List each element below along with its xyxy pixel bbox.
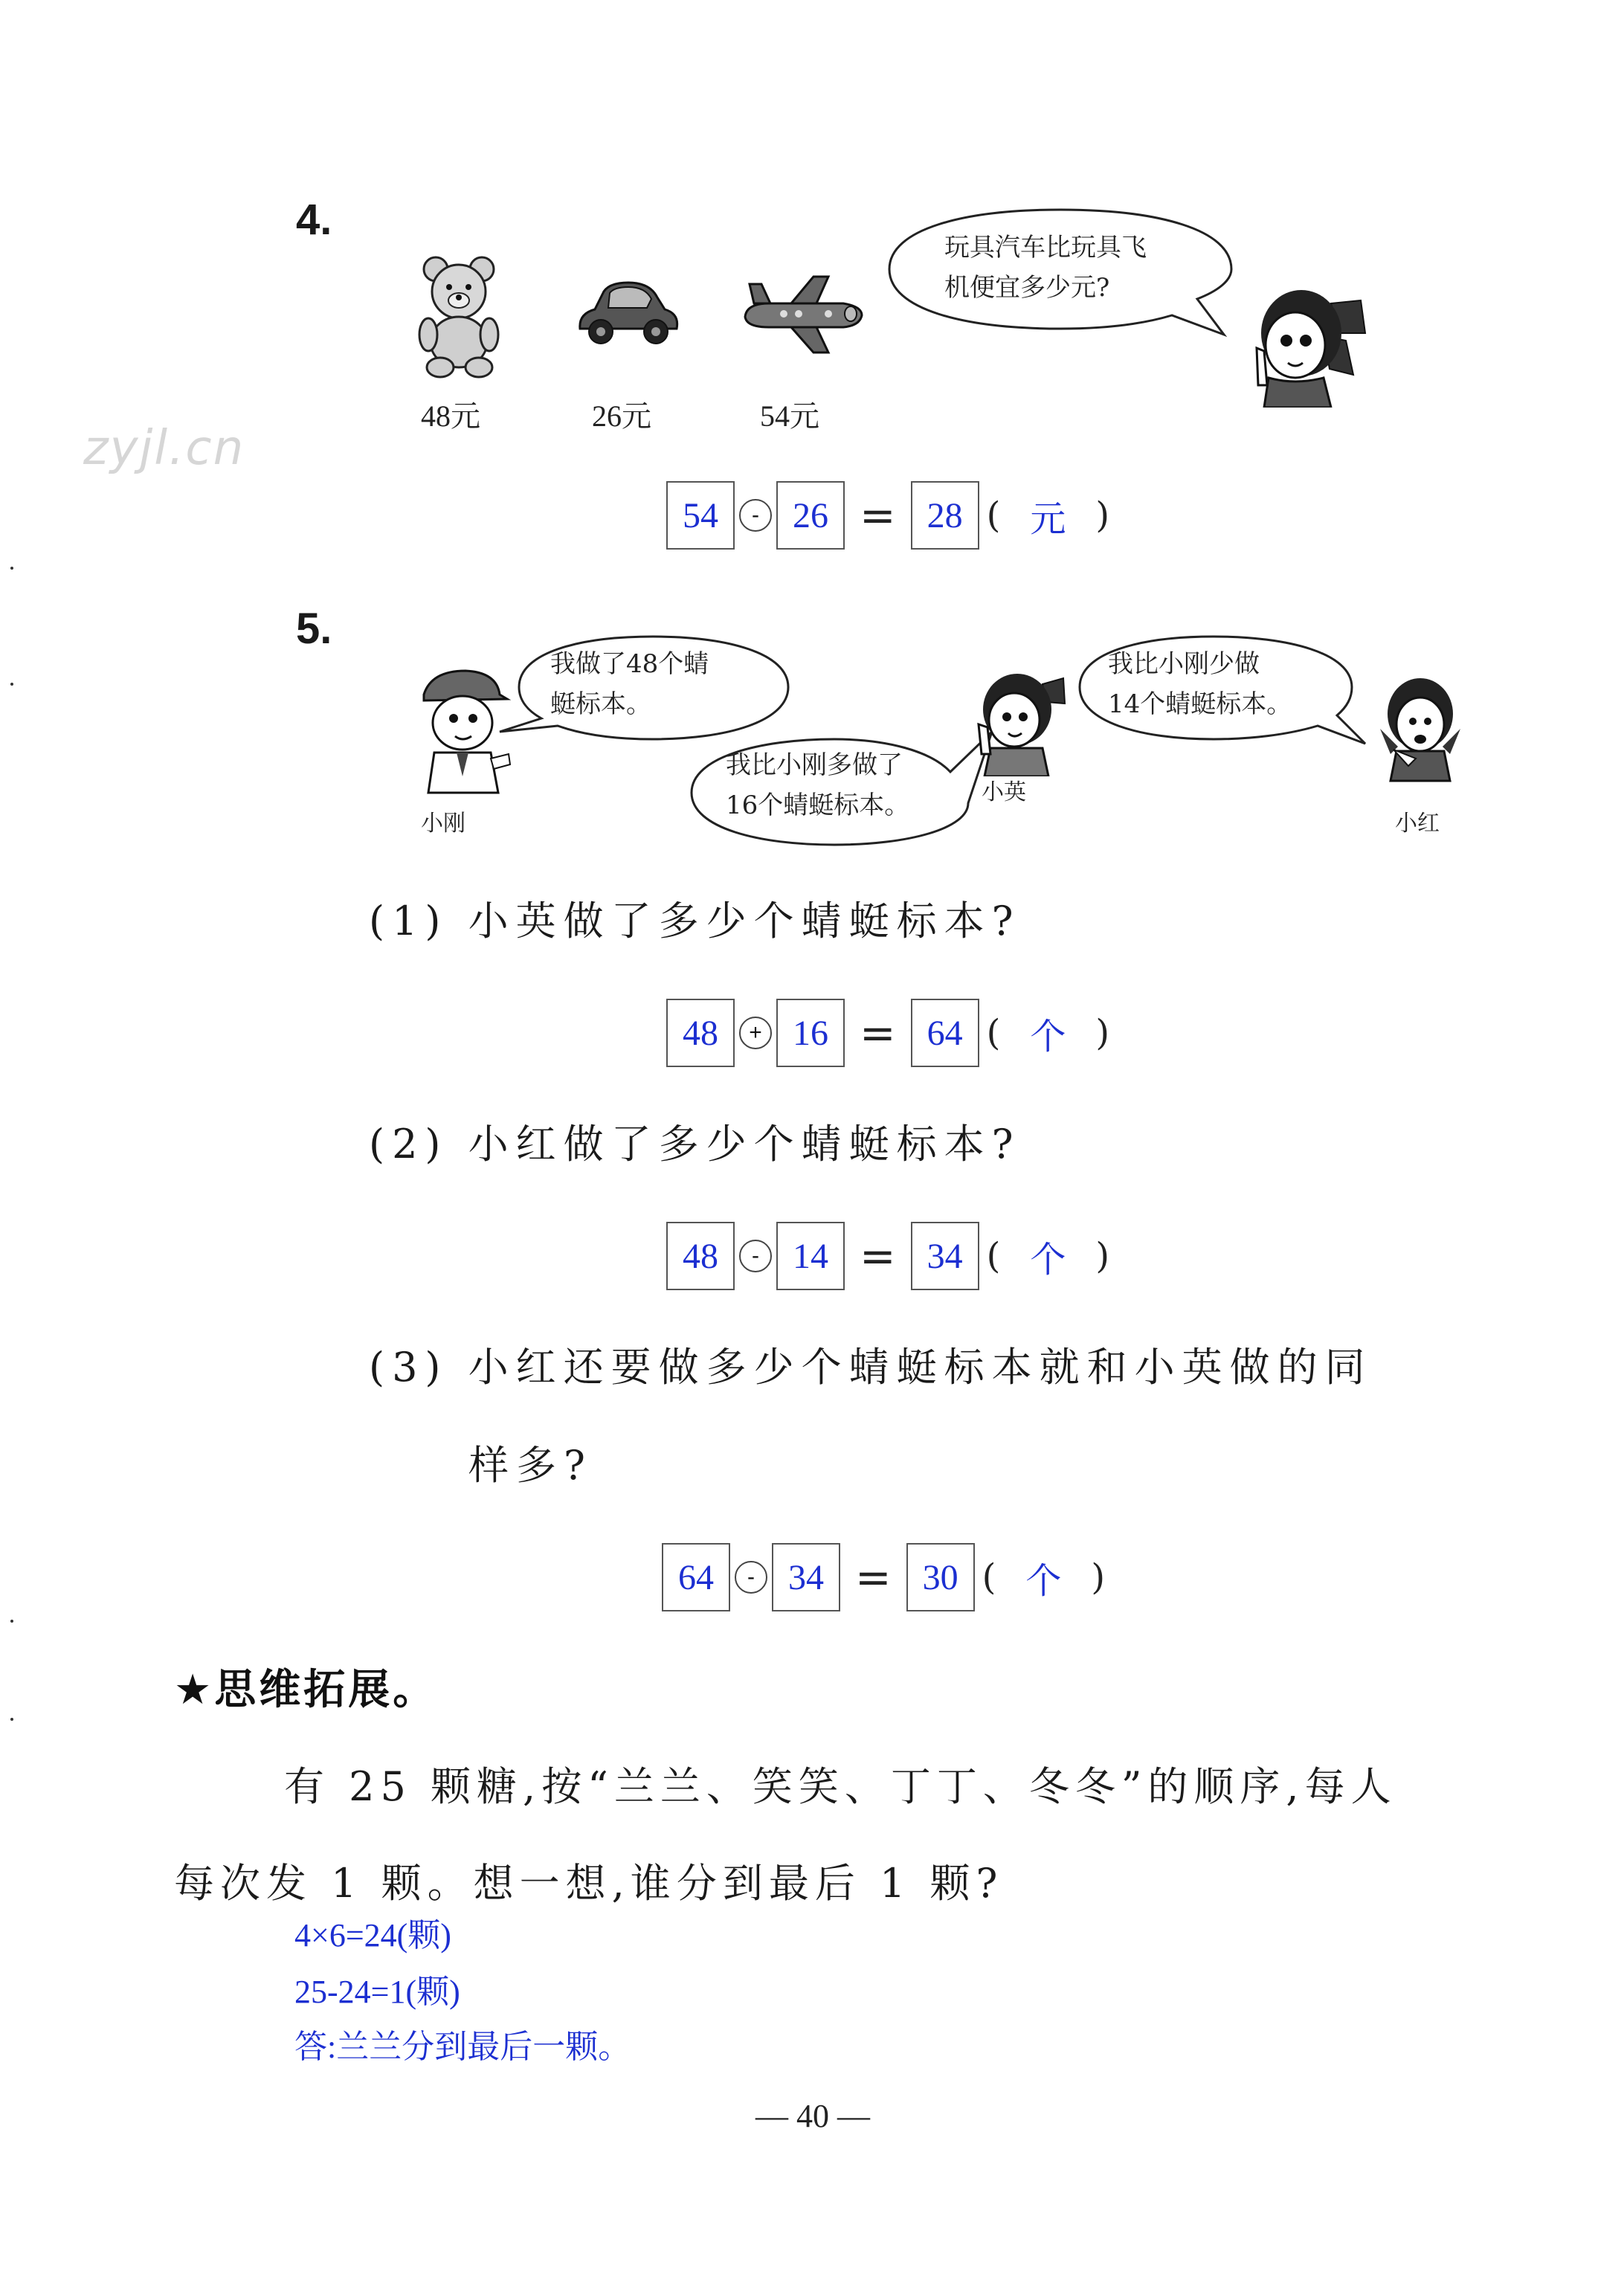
answer-equation — [666, 998, 1109, 1068]
page-number: — 40 — — [755, 2098, 870, 2134]
operator-circle[interactable]: - — [735, 1561, 767, 1594]
sub-question-continued: 样多? — [468, 1442, 593, 1489]
unit-bracket — [987, 1231, 1109, 1282]
speech-line: 我比小刚多做了 — [726, 750, 903, 780]
open-paren: ( — [986, 495, 1001, 536]
speech-line: 蜓标本。 — [550, 689, 651, 719]
margin-dot — [10, 567, 13, 570]
answer-box[interactable]: 14 — [776, 1222, 845, 1290]
equals-sign: = — [860, 490, 896, 541]
answer-box[interactable]: 64 — [911, 999, 979, 1067]
close-paren: ) — [1095, 1235, 1110, 1277]
unit-bracket — [987, 490, 1109, 541]
girl-xiaoying-icon — [971, 665, 1068, 776]
answer-box[interactable]: 28 — [911, 481, 979, 550]
watermark: zyjl.cn — [83, 421, 245, 476]
problem-text-line: 每次发 1 颗。想一想,谁分到最后 1 颗? — [174, 1860, 1004, 1907]
equals-sign: = — [860, 1008, 896, 1058]
answer-box[interactable]: 34 — [911, 1222, 979, 1290]
speech-bubble-text — [550, 644, 788, 724]
problem-text-line: 有 25 颗糖,按“兰兰、笑笑、丁丁、冬冬”的顺序,每人 — [284, 1763, 1397, 1810]
open-paren: ( — [982, 1556, 996, 1598]
answer-box[interactable]: 16 — [776, 999, 845, 1067]
answer-box[interactable]: 64 — [662, 1543, 730, 1611]
question-4-number: 4. — [296, 196, 332, 244]
speech-bubble-text — [944, 228, 1227, 308]
open-paren: ( — [986, 1012, 1001, 1054]
answer-box[interactable]: 34 — [772, 1543, 840, 1611]
section-title: ★思维拓展。 — [174, 1666, 438, 1714]
answer-line: 25-24=1(颗) — [294, 1974, 460, 2010]
unit-answer[interactable]: 元 — [1030, 497, 1066, 540]
answer-equation — [666, 1221, 1109, 1291]
sub-question: (3) 小红还要做多少个蜻蜓标本就和小英做的同 — [369, 1344, 1373, 1391]
equals-sign: = — [860, 1231, 896, 1281]
margin-dot — [10, 1718, 13, 1721]
girl-xiaohong-icon — [1376, 672, 1465, 784]
answer-line: 答:兰兰分到最后一颗。 — [294, 2029, 631, 2065]
open-paren: ( — [986, 1235, 1001, 1277]
sub-question: (1) 小英做了多少个蜻蜓标本? — [369, 898, 1021, 944]
unit-answer[interactable]: 个 — [1030, 1238, 1066, 1281]
sub-question: (2) 小红做了多少个蜻蜓标本? — [369, 1121, 1021, 1168]
toy-airplane-icon — [739, 274, 866, 355]
unit-bracket — [987, 1008, 1109, 1059]
price-label-bear: 48元 — [421, 399, 480, 433]
answer-line: 4×6=24(颗) — [294, 1917, 451, 1954]
answer-equation — [666, 480, 1109, 550]
name-label: 小红 — [1395, 811, 1440, 837]
speech-line: 机便宜多少元? — [944, 273, 1110, 303]
close-paren: ) — [1091, 1556, 1106, 1598]
speech-line: 玩具汽车比玩具飞 — [944, 233, 1147, 263]
speech-line: 我比小刚少做 — [1108, 649, 1260, 679]
close-paren: ) — [1095, 495, 1110, 536]
answer-box[interactable]: 48 — [666, 999, 735, 1067]
price-label-car: 26元 — [592, 399, 651, 433]
name-label: 小刚 — [421, 811, 465, 837]
operator-circle[interactable]: + — [739, 1017, 772, 1049]
speech-bubble-text — [1108, 644, 1346, 724]
equals-sign: = — [855, 1552, 892, 1603]
speech-line: 16个蜻蜓标本。 — [726, 790, 910, 820]
close-paren: ) — [1095, 1012, 1110, 1054]
speech-bubble-text — [726, 745, 964, 825]
margin-dot — [10, 1620, 13, 1623]
speech-line: 14个蜻蜓标本。 — [1108, 689, 1292, 719]
operator-circle[interactable]: - — [739, 1240, 772, 1272]
toy-car-icon — [573, 277, 684, 351]
girl-character-icon — [1242, 274, 1368, 408]
answer-box[interactable]: 26 — [776, 481, 845, 550]
answer-box[interactable]: 30 — [906, 1543, 975, 1611]
speech-line: 我做了48个蜻 — [550, 649, 709, 679]
margin-dot — [10, 683, 13, 686]
answer-equation — [662, 1542, 1105, 1612]
operator-circle[interactable]: - — [739, 499, 772, 532]
unit-answer[interactable]: 个 — [1030, 1015, 1066, 1057]
answer-box[interactable]: 54 — [666, 481, 735, 550]
answer-box[interactable]: 48 — [666, 1222, 735, 1290]
teddy-bear-icon — [407, 253, 512, 379]
question-5-number: 5. — [296, 605, 332, 653]
name-label: 小英 — [982, 779, 1026, 805]
unit-answer[interactable]: 个 — [1025, 1559, 1062, 1602]
price-label-airplane: 54元 — [760, 399, 819, 433]
unit-bracket — [982, 1552, 1105, 1603]
